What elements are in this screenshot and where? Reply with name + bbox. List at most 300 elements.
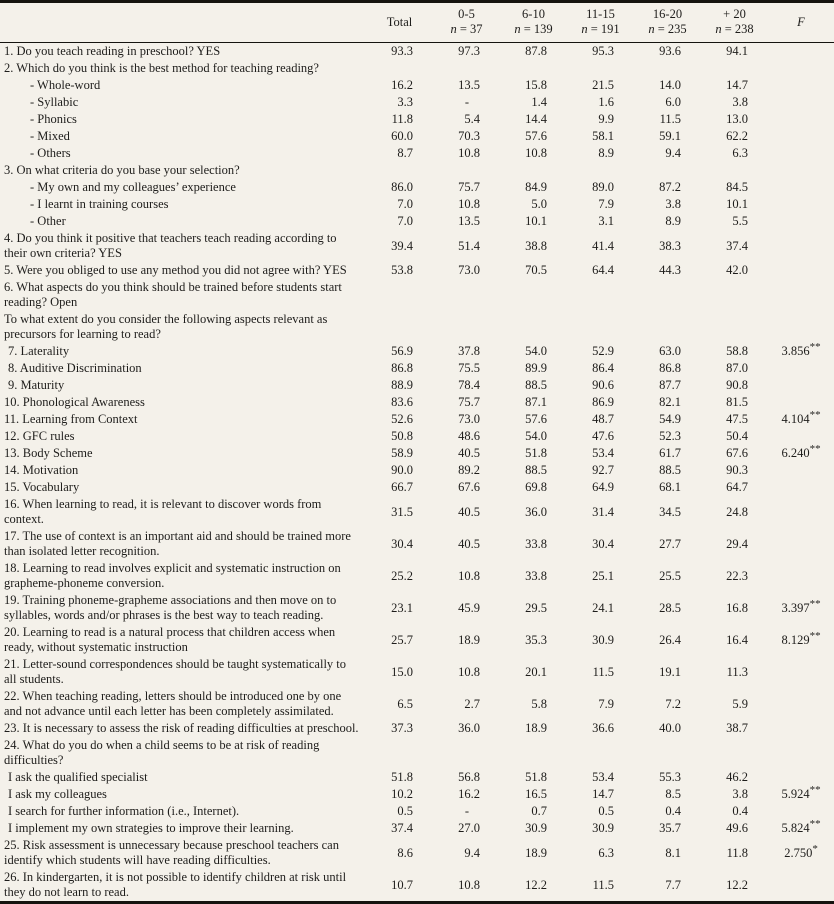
- value-cell: 84.9: [525, 180, 547, 194]
- question-cell: 13. Body Scheme: [4, 446, 93, 460]
- value-cell: 88.5: [525, 378, 547, 392]
- value-cell: 30.9: [592, 821, 614, 835]
- value-cell: [701, 737, 768, 769]
- question-cell: 16. When learning to read, it is relevant to discover words from context.: [4, 497, 322, 526]
- value-cell: 6.0: [665, 95, 681, 109]
- f-value: 4.104: [781, 412, 810, 426]
- value-cell: 30.9: [525, 821, 547, 835]
- value-cell: [634, 311, 701, 343]
- value-cell: [567, 60, 634, 77]
- value-cell: -: [464, 95, 469, 109]
- column-label: 16-20: [652, 7, 683, 21]
- f-statistic-cell: [768, 128, 834, 145]
- value-cell: 52.3: [659, 429, 681, 443]
- question-cell: - Other: [30, 214, 66, 228]
- value-cell: 16.2: [391, 78, 413, 92]
- table-row: [0, 279, 834, 311]
- header-row: [0, 2, 834, 43]
- f-value: 3.397: [781, 600, 810, 615]
- question-cell: 24. What do you do when a child seems to be at risk of reading difficulties?: [4, 738, 320, 767]
- significance-stars: **: [809, 408, 821, 421]
- table-row: [0, 837, 834, 869]
- value-cell: 46.2: [726, 770, 748, 784]
- value-cell: 58.1: [592, 129, 614, 143]
- question-cell: 14. Motivation: [4, 463, 79, 477]
- value-cell: 1.6: [598, 95, 614, 109]
- value-cell: 24.8: [726, 504, 748, 519]
- table-row: [0, 343, 834, 360]
- value-cell: 75.7: [458, 180, 480, 194]
- value-cell: 34.5: [659, 504, 681, 519]
- column-label: 0-5: [458, 7, 475, 21]
- value-cell: 6.3: [732, 146, 748, 160]
- question-cell: 6. What aspects do you think should be trained before students start reading? Open: [4, 280, 342, 309]
- table-row: [0, 145, 834, 162]
- value-cell: [366, 162, 433, 179]
- value-cell: 18.9: [458, 632, 480, 647]
- f-statistic-cell: [768, 688, 834, 720]
- value-cell: 8.9: [598, 146, 614, 160]
- question-cell: - Syllabic: [30, 95, 79, 109]
- value-cell: 73.0: [458, 412, 480, 426]
- value-cell: 16.5: [525, 787, 547, 801]
- n-symbol: n: [715, 22, 722, 36]
- question-cell: I search for further information (i.e., Internet).: [8, 804, 240, 818]
- value-cell: 5.9: [732, 696, 748, 711]
- value-cell: 57.6: [525, 129, 547, 143]
- significance-stars: **: [809, 340, 821, 353]
- f-statistic-cell: [768, 213, 834, 230]
- value-cell: 7.0: [397, 197, 413, 211]
- value-cell: 30.9: [592, 632, 614, 647]
- value-cell: 67.6: [726, 446, 748, 460]
- value-cell: 67.6: [458, 480, 480, 494]
- value-cell: 36.0: [525, 504, 547, 519]
- question-cell: 8. Auditive Discrimination: [8, 361, 142, 375]
- question-cell: I implement my own strategies to improve their learning.: [8, 821, 294, 835]
- f-statistic-cell: [768, 428, 834, 445]
- table-row: [0, 869, 834, 903]
- value-cell: 0.4: [665, 804, 681, 818]
- table-row: [0, 428, 834, 445]
- value-cell: 49.6: [726, 821, 748, 835]
- column-sample-size: [634, 22, 701, 37]
- table-row: [0, 592, 834, 624]
- value-cell: 15.8: [525, 78, 547, 92]
- value-cell: 62.2: [726, 129, 748, 143]
- value-cell: 2.7: [464, 696, 480, 711]
- question-cell: 11. Learning from Context: [4, 412, 138, 426]
- table-body: [0, 43, 834, 903]
- value-cell: 58.9: [391, 446, 413, 460]
- f-statistic-cell: [768, 479, 834, 496]
- value-cell: [366, 60, 433, 77]
- value-cell: 27.0: [458, 821, 480, 835]
- value-cell: 64.7: [726, 480, 748, 494]
- value-cell: [500, 162, 567, 179]
- value-cell: 87.7: [659, 378, 681, 392]
- column-label: F: [797, 14, 805, 29]
- value-cell: 8.1: [665, 845, 681, 860]
- value-cell: 42.0: [726, 263, 748, 277]
- question-cell: 15. Vocabulary: [4, 480, 80, 494]
- value-cell: 31.5: [391, 504, 413, 519]
- value-cell: 54.0: [525, 344, 547, 358]
- value-cell: 18.9: [525, 845, 547, 860]
- question-cell: To what extent do you consider the following aspects relevant as precursors for learning to read?: [4, 312, 328, 341]
- f-statistic-cell: [768, 528, 834, 560]
- value-cell: 54.9: [659, 412, 681, 426]
- question-cell: 20. Learning to read is a natural process that children access when ready, without systematic instruction: [4, 625, 336, 654]
- question-cell: 9. Maturity: [8, 378, 65, 392]
- question-cell: 26. In kindergarten, it is not possible to identify children at risk until they do not learn to read.: [4, 870, 347, 899]
- question-cell: 23. It is necessary to assess the risk of reading difficulties at preschool.: [4, 721, 359, 735]
- question-cell: 21. Letter-sound correspondences should be taught systematically to all students.: [4, 657, 347, 686]
- n-symbol: n: [450, 22, 457, 36]
- value-cell: 54.0: [525, 429, 547, 443]
- value-cell: 44.3: [659, 263, 681, 277]
- value-cell: 56.8: [458, 770, 480, 784]
- n-count: = 139: [520, 22, 553, 36]
- column-label: + 20: [723, 7, 746, 21]
- value-cell: 26.4: [659, 632, 681, 647]
- value-cell: 19.1: [659, 664, 681, 679]
- value-cell: [500, 737, 567, 769]
- value-cell: 12.2: [525, 877, 547, 892]
- table-row: [0, 688, 834, 720]
- value-cell: 83.6: [391, 395, 413, 409]
- value-cell: 41.4: [592, 238, 614, 253]
- value-cell: 63.0: [659, 344, 681, 358]
- value-cell: 8.7: [397, 146, 413, 160]
- value-cell: 38.8: [525, 238, 547, 253]
- table-row: [0, 496, 834, 528]
- f-value: 8.129: [781, 632, 810, 647]
- value-cell: 3.8: [732, 95, 748, 109]
- table-row: [0, 162, 834, 179]
- table-row: [0, 230, 834, 262]
- value-cell: 22.3: [726, 568, 748, 583]
- value-cell: 37.4: [726, 238, 748, 253]
- value-cell: 7.0: [397, 214, 413, 228]
- value-cell: 25.1: [592, 568, 614, 583]
- value-cell: 36.6: [592, 721, 614, 735]
- n-count: = 191: [587, 22, 620, 36]
- value-cell: 88.9: [391, 378, 413, 392]
- value-cell: 23.1: [391, 600, 413, 615]
- value-cell: 20.1: [525, 664, 547, 679]
- value-cell: 27.7: [659, 536, 681, 551]
- column-label: 11-15: [586, 7, 615, 21]
- value-cell: 10.8: [525, 146, 547, 160]
- value-cell: [634, 279, 701, 311]
- table-row: [0, 528, 834, 560]
- value-cell: 50.8: [391, 429, 413, 443]
- f-statistic-cell: [768, 408, 834, 428]
- value-cell: [433, 162, 500, 179]
- f-value: 5.824: [781, 821, 810, 835]
- value-cell: 14.7: [726, 78, 748, 92]
- question-cell: - I learnt in training courses: [30, 197, 169, 211]
- column-header: [500, 2, 567, 43]
- value-cell: 50.4: [726, 429, 748, 443]
- table-row: [0, 820, 834, 837]
- value-cell: 11.8: [726, 845, 748, 860]
- value-cell: 81.5: [726, 395, 748, 409]
- question-cell: 18. Learning to read involves explicit and systematic instruction on grapheme-phoneme conversion.: [4, 561, 341, 590]
- f-value: 6.240: [781, 446, 810, 460]
- f-statistic-cell: [768, 737, 834, 769]
- n-symbol: n: [648, 22, 655, 36]
- table-row: [0, 411, 834, 428]
- value-cell: 35.3: [525, 632, 547, 647]
- f-statistic-cell: [768, 560, 834, 592]
- value-cell: 10.7: [391, 877, 413, 892]
- value-cell: 0.5: [397, 804, 413, 818]
- value-cell: 11.3: [726, 664, 748, 679]
- value-cell: 94.1: [726, 44, 748, 58]
- question-cell: - Others: [30, 146, 71, 160]
- f-statistic-cell: [768, 162, 834, 179]
- value-cell: 51.8: [525, 770, 547, 784]
- column-header: [433, 2, 500, 43]
- value-cell: 45.9: [458, 600, 480, 615]
- table-row: [0, 624, 834, 656]
- value-cell: [701, 311, 768, 343]
- n-count: = 37: [456, 22, 483, 36]
- value-cell: 40.0: [659, 721, 681, 735]
- value-cell: 25.5: [659, 568, 681, 583]
- value-cell: 75.5: [458, 361, 480, 375]
- column-sample-size: [500, 22, 567, 37]
- significance-stars: *: [812, 842, 818, 855]
- value-cell: 61.7: [659, 446, 681, 460]
- value-cell: 82.1: [659, 395, 681, 409]
- value-cell: [701, 60, 768, 77]
- value-cell: [634, 162, 701, 179]
- value-cell: 52.9: [592, 344, 614, 358]
- value-cell: 68.1: [659, 480, 681, 494]
- question-cell: 12. GFC rules: [4, 429, 75, 443]
- value-cell: 40.5: [458, 504, 480, 519]
- table-row: [0, 786, 834, 803]
- value-cell: 7.7: [665, 877, 681, 892]
- value-cell: 53.8: [391, 263, 413, 277]
- value-cell: 48.6: [458, 429, 480, 443]
- significance-stars: **: [809, 597, 821, 610]
- value-cell: 30.4: [391, 536, 413, 551]
- f-statistic-cell: [768, 624, 834, 656]
- value-cell: [634, 737, 701, 769]
- value-cell: 9.4: [665, 146, 681, 160]
- table-row: [0, 479, 834, 496]
- table-row: [0, 360, 834, 377]
- f-statistic-cell: [768, 656, 834, 688]
- value-cell: 13.5: [458, 214, 480, 228]
- value-cell: 5.8: [531, 696, 547, 711]
- f-statistic-cell: [768, 279, 834, 311]
- value-cell: 21.5: [592, 78, 614, 92]
- value-cell: 86.8: [391, 361, 413, 375]
- table-row: [0, 77, 834, 94]
- value-cell: 48.7: [592, 412, 614, 426]
- value-cell: 3.1: [598, 214, 614, 228]
- value-cell: 11.8: [391, 112, 413, 126]
- question-cell: 1. Do you teach reading in preschool? YES: [4, 44, 221, 58]
- value-cell: 10.1: [525, 214, 547, 228]
- value-cell: 30.4: [592, 536, 614, 551]
- value-cell: 70.3: [458, 129, 480, 143]
- f-statistic-cell: [768, 720, 834, 737]
- f-statistic-cell: [768, 394, 834, 411]
- f-statistic-cell: [768, 262, 834, 279]
- value-cell: 3.3: [397, 95, 413, 109]
- value-cell: [366, 279, 433, 311]
- question-cell: - Mixed: [30, 129, 70, 143]
- column-sample-size: [701, 22, 768, 37]
- f-statistic-cell: [768, 111, 834, 128]
- table-row: [0, 311, 834, 343]
- f-statistic-cell: [768, 43, 834, 61]
- value-cell: 47.6: [592, 429, 614, 443]
- table-row: [0, 94, 834, 111]
- value-cell: 6.5: [397, 696, 413, 711]
- table-row: [0, 262, 834, 279]
- value-cell: 51.8: [525, 446, 547, 460]
- value-cell: 90.3: [726, 463, 748, 477]
- value-cell: 24.1: [592, 600, 614, 615]
- value-cell: 8.9: [665, 214, 681, 228]
- value-cell: 6.3: [598, 845, 614, 860]
- value-cell: 70.5: [525, 263, 547, 277]
- value-cell: 66.7: [391, 480, 413, 494]
- value-cell: 15.0: [391, 664, 413, 679]
- table-row: [0, 769, 834, 786]
- value-cell: 5.5: [732, 214, 748, 228]
- table-row: [0, 560, 834, 592]
- value-cell: [500, 60, 567, 77]
- f-statistic-cell: [768, 311, 834, 343]
- value-cell: 37.8: [458, 344, 480, 358]
- header-empty-cell: [0, 2, 366, 43]
- value-cell: [634, 60, 701, 77]
- f-statistic-cell: [768, 179, 834, 196]
- f-statistic-cell: [768, 340, 834, 360]
- column-header: [768, 2, 834, 43]
- value-cell: 69.8: [525, 480, 547, 494]
- value-cell: 57.6: [525, 412, 547, 426]
- n-symbol: n: [514, 22, 521, 36]
- table-row: [0, 656, 834, 688]
- value-cell: 11.5: [592, 877, 614, 892]
- value-cell: 87.0: [726, 361, 748, 375]
- value-cell: 93.3: [391, 44, 413, 58]
- value-cell: 9.9: [598, 112, 614, 126]
- value-cell: 88.5: [659, 463, 681, 477]
- f-statistic-cell: [768, 817, 834, 837]
- value-cell: 10.8: [458, 877, 480, 892]
- value-cell: 59.1: [659, 129, 681, 143]
- table-row: [0, 737, 834, 769]
- value-cell: 0.4: [732, 804, 748, 818]
- value-cell: [366, 311, 433, 343]
- value-cell: 9.4: [464, 845, 480, 860]
- table-row: [0, 803, 834, 820]
- value-cell: 10.8: [458, 568, 480, 583]
- f-statistic-cell: [768, 837, 834, 869]
- value-cell: 10.8: [458, 146, 480, 160]
- value-cell: 28.5: [659, 600, 681, 615]
- value-cell: 29.4: [726, 536, 748, 551]
- table-row: [0, 445, 834, 462]
- table-row: [0, 128, 834, 145]
- significance-stars: **: [809, 817, 821, 830]
- value-cell: 86.4: [592, 361, 614, 375]
- column-sample-size: [433, 22, 500, 37]
- value-cell: 3.8: [665, 197, 681, 211]
- value-cell: [500, 279, 567, 311]
- question-cell: 2. Which do you think is the best method for teaching reading?: [4, 61, 319, 75]
- table-row: [0, 111, 834, 128]
- value-cell: 10.1: [726, 197, 748, 211]
- n-symbol: n: [581, 22, 588, 36]
- f-statistic-cell: [768, 496, 834, 528]
- value-cell: 13.0: [726, 112, 748, 126]
- value-cell: 7.9: [598, 197, 614, 211]
- value-cell: 31.4: [592, 504, 614, 519]
- value-cell: 35.7: [659, 821, 681, 835]
- value-cell: 86.8: [659, 361, 681, 375]
- value-cell: 10.2: [391, 787, 413, 801]
- value-cell: 47.5: [726, 412, 748, 426]
- table-row: [0, 213, 834, 230]
- value-cell: 14.4: [525, 112, 547, 126]
- value-cell: 38.3: [659, 238, 681, 253]
- value-cell: [433, 737, 500, 769]
- value-cell: 97.3: [458, 44, 480, 58]
- value-cell: 38.7: [726, 721, 748, 735]
- column-header: [634, 2, 701, 43]
- value-cell: 12.2: [726, 877, 748, 892]
- value-cell: 16.2: [458, 787, 480, 801]
- value-cell: 0.5: [598, 804, 614, 818]
- column-label: 6-10: [522, 7, 545, 21]
- value-cell: 55.3: [659, 770, 681, 784]
- f-value: 2.750: [784, 845, 813, 860]
- value-cell: 56.9: [391, 344, 413, 358]
- value-cell: 90.8: [726, 378, 748, 392]
- value-cell: 95.3: [592, 44, 614, 58]
- value-cell: 89.2: [458, 463, 480, 477]
- value-cell: 86.9: [592, 395, 614, 409]
- value-cell: 37.3: [391, 721, 413, 735]
- value-cell: [433, 311, 500, 343]
- significance-stars: **: [809, 783, 821, 796]
- value-cell: 10.8: [458, 197, 480, 211]
- value-cell: 75.7: [458, 395, 480, 409]
- value-cell: 51.8: [391, 770, 413, 784]
- f-statistic-cell: [768, 60, 834, 77]
- value-cell: [701, 162, 768, 179]
- question-cell: I ask my colleagues: [8, 787, 107, 801]
- question-cell: 25. Risk assessment is unnecessary because preschool teachers can identify which students will have reading difficulties.: [4, 838, 339, 867]
- value-cell: 7.2: [665, 696, 681, 711]
- value-cell: 88.5: [525, 463, 547, 477]
- table-row: [0, 43, 834, 61]
- table-header: [0, 2, 834, 43]
- significance-stars: **: [809, 442, 821, 455]
- value-cell: 89.9: [525, 361, 547, 375]
